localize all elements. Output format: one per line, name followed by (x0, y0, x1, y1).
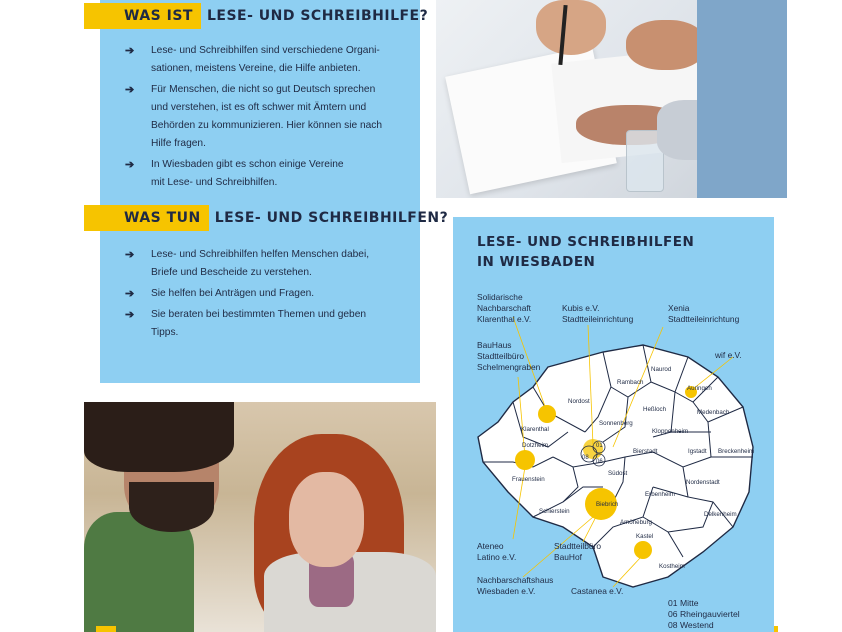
map-legend (668, 598, 740, 631)
list-item: ➔ Lese- und Schreibhilfen sind verschiedene Organi- sationen, meistens Vereine, die Hilfe anbieten. (125, 42, 395, 78)
arrow-right-icon: ➔ (125, 84, 135, 96)
list-item: ➔ Für Menschen, die nicht so gut Deutsch sprechen und verstehen, ist es oft schwer mit Ämtern und Behörden zu kommunizieren. Hier können sie nach Hilfe fragen. (125, 81, 395, 153)
district-label: Frauenstein (512, 476, 545, 483)
org-label: wif e.V. (715, 350, 742, 360)
what-is-list (125, 42, 395, 195)
map-title: LESE- UND SCHREIBHILFEN IN WIESBADEN (477, 234, 695, 270)
org-label: Castanea e.V. (571, 586, 624, 596)
list-item: ➔ In Wiesbaden gibt es schon einige Vereine mit Lese- und Schreibhilfen. (125, 156, 395, 192)
district-label: Breckenheim (718, 448, 755, 455)
photo-people-studying (84, 402, 436, 632)
district-label: Kostheim (659, 563, 685, 570)
list-item: ➔ Sie beraten bei bestimmten Themen und geben Tipps. (125, 306, 395, 342)
district-label: Delkenheim (704, 511, 737, 518)
org-label: Nachbarschaftshaus Wiesbaden e.V. (477, 575, 554, 596)
heading-title: LESE- UND SCHREIBHILFE? (206, 8, 429, 24)
arrow-right-icon: ➔ (125, 309, 135, 321)
district-label: Klarenthal (521, 426, 549, 433)
district-label: Biebrich (596, 501, 619, 508)
district-label: Amöneburg (620, 519, 652, 526)
location-dot (634, 541, 652, 559)
arrow-right-icon: ➔ (125, 159, 135, 171)
legend-item: 08 Westend (668, 620, 714, 630)
district-label: Medenbach (697, 409, 730, 416)
district-number: 08 (582, 455, 589, 461)
district-label: Kastel (636, 533, 654, 540)
org-label: Xenia Stadtteileinrichtung (668, 303, 740, 324)
district-label: Nordost (568, 398, 590, 405)
org-label: Solidarische Nachbarschaft Klarenthal e.V. (477, 292, 532, 324)
org-label: Stadtteilbüro BauHof (554, 541, 602, 562)
arrow-right-icon: ➔ (125, 249, 135, 261)
district-label: Schierstein (539, 508, 570, 515)
list-item: ➔ Sie helfen bei Anträgen und Fragen. (125, 285, 395, 303)
list-item: ➔ Lese- und Schreibhilfen helfen Menschen dabei, Briefe und Bescheide zu verstehen. (125, 246, 395, 282)
heading-title: LESE- UND SCHREIBHILFEN? (214, 210, 449, 226)
section-heading-what-is (84, 3, 428, 29)
heading-tag: WAS TUN (84, 205, 209, 231)
location-dot (538, 405, 556, 423)
photo-signing-document (436, 0, 787, 198)
district-label: Auringen (687, 385, 712, 392)
corner-accent (96, 626, 116, 632)
district-label: Dotzheim (522, 442, 549, 449)
district-label: Sonnenberg (599, 420, 633, 427)
district-label: Naurod (651, 366, 672, 373)
district-number: 06 (596, 459, 603, 465)
district-label: Rambach (617, 379, 644, 386)
org-label: BauHaus Stadtteilbüro Schelmengraben (477, 340, 541, 372)
legend-item: 06 Rheingauviertel (668, 609, 740, 619)
district-label: Kloppenheim (652, 428, 689, 435)
org-label: Kubis e.V. Stadtteileinrichtung (562, 303, 634, 324)
district-label: Bierstadt (633, 448, 658, 455)
district-number: 01 (596, 443, 603, 449)
district-label: Igstadt (688, 448, 707, 455)
section-heading-what-do (84, 205, 448, 231)
district-label: Heßloch (643, 406, 667, 413)
what-do-list (125, 246, 395, 345)
heading-tag: WAS IST (84, 3, 201, 29)
org-label: Ateneo Latino e.V. (477, 541, 517, 562)
arrow-right-icon: ➔ (125, 288, 135, 300)
district-label: Nordenstadt (686, 479, 720, 486)
district-label: Erbenheim (645, 491, 675, 498)
legend-item: 01 Mitte (668, 598, 699, 608)
district-label: Südost (608, 470, 628, 477)
arrow-right-icon: ➔ (125, 45, 135, 57)
